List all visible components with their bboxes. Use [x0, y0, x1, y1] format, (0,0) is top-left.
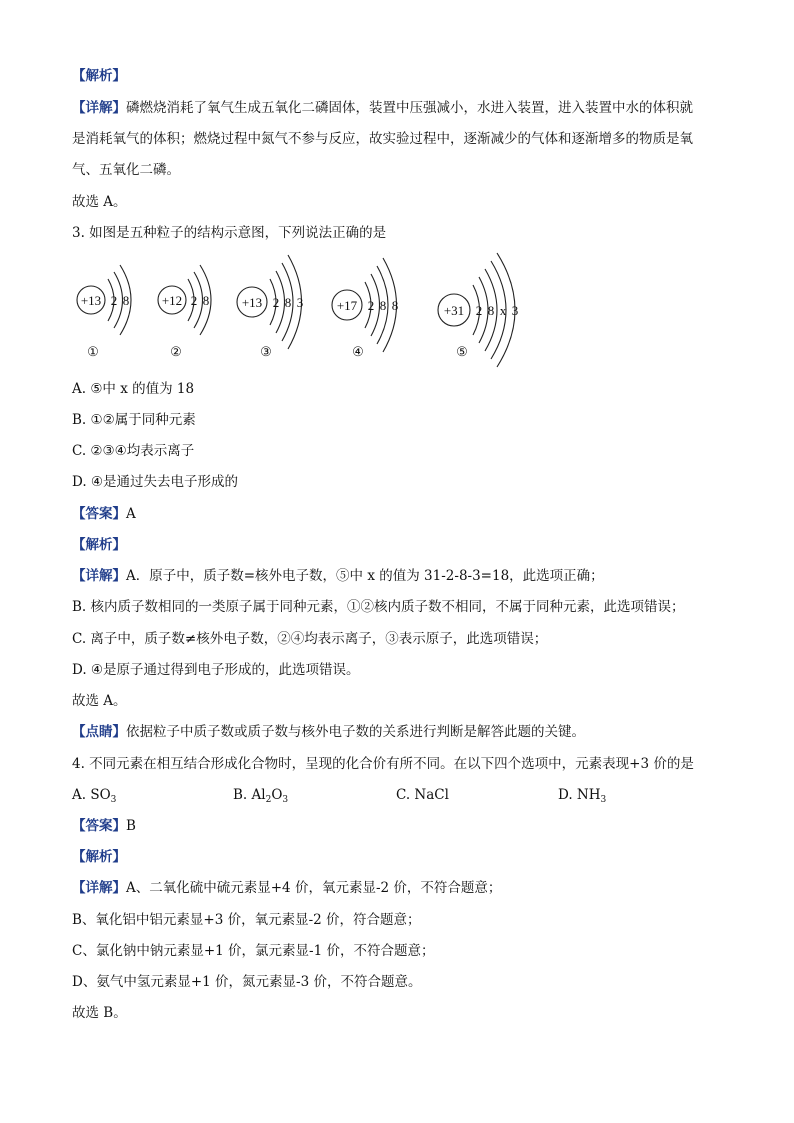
- detail-line-b: B. 核内质子数相同的一类原子属于同种元素，①②核内质子数不相同，不属于同种元素，此选项错误；: [72, 599, 685, 615]
- particle-label: ②: [170, 344, 182, 359]
- subscript: 3: [110, 795, 117, 805]
- shell-electrons: 2: [367, 298, 375, 313]
- detail-line-b: B、氧化铝中铝元素显+3 价，氧元素显-2 价，符合题意；: [72, 912, 421, 928]
- answer-label: 【答案】: [72, 818, 126, 834]
- shell-electrons: 8: [391, 298, 399, 313]
- shell-electrons: 2: [190, 293, 198, 308]
- shell-electrons: x: [499, 303, 507, 318]
- nucleus-charge: +17: [336, 298, 358, 313]
- shell-electrons: 3: [511, 303, 519, 318]
- question-3-stem: 3. 如图是五种粒子的结构示意图，下列说法正确的是: [72, 225, 387, 241]
- option-b: [233, 786, 288, 804]
- option-b: B. ①②属于同种元素: [72, 412, 196, 428]
- question-4-stem: 4. 不同元素在相互结合形成化合物时，呈现的化合价有所不同。在以下四个选项中，元素表现+3 价的是: [72, 756, 694, 772]
- option-d: D. ④是通过失去电子形成的: [72, 474, 239, 490]
- detail-line-d: D、氨气中氢元素显+1 价，氮元素显-3 价，不符合题意。: [72, 974, 422, 990]
- atomic-structure-diagram: [0, 245, 794, 370]
- option-d: [558, 786, 606, 804]
- detail-paragraph-line: 气、五氧化二磷。: [72, 162, 180, 178]
- shell-electrons: 8: [379, 298, 387, 313]
- comment-text: 依据粒子中质子数或质子数与核外电子数的关系进行判断是解答此题的关键。: [126, 724, 585, 740]
- option-a: A. ⑤中 x 的值为 18: [72, 381, 195, 397]
- nucleus-charge: +12: [161, 293, 183, 308]
- option-c: C. ②③④均表示离子: [72, 443, 195, 459]
- nucleus-charge: +13: [241, 295, 263, 310]
- analysis-heading: 【解析】: [72, 849, 126, 865]
- option-d-text: D. NH: [558, 787, 601, 803]
- nucleus-charge: +13: [80, 293, 102, 308]
- shell-electrons: 8: [202, 293, 210, 308]
- particle-label: ④: [352, 344, 364, 359]
- shell-electrons: 8: [284, 295, 292, 310]
- option-a-text: A. SO: [72, 787, 111, 803]
- detail-line-a: [72, 567, 604, 585]
- detail-label: 【详解】: [72, 880, 126, 896]
- particle-label: ①: [87, 344, 99, 359]
- detail-paragraph-line: [72, 99, 693, 117]
- answer-line: [72, 817, 136, 835]
- subscript: 3: [282, 795, 289, 805]
- answer-label: 【答案】: [72, 506, 126, 522]
- option-a: [72, 786, 116, 804]
- detail-text: 磷燃烧消耗了氧气生成五氧化二磷固体，装置中压强减小，水进入装置，进入装置中水的体积就: [126, 100, 693, 116]
- option-b-text: B. Al: [233, 787, 266, 803]
- answer-value: B: [126, 818, 136, 834]
- shell-electrons: 2: [110, 293, 118, 308]
- choice-line: 故选 A。: [72, 194, 127, 210]
- comment-label: 【点睛】: [72, 724, 126, 740]
- comment-line: [72, 723, 585, 741]
- shell-electrons: 3: [296, 295, 304, 310]
- detail-paragraph-line: 是消耗氧气的体积；燃烧过程中氮气不参与反应，故实验过程中，逐渐减少的气体和逐渐增多的物质是氧: [72, 131, 693, 147]
- detail-label: 【详解】: [72, 100, 126, 116]
- shell-electrons: 8: [122, 293, 130, 308]
- nucleus-charge: +31: [443, 303, 465, 318]
- analysis-heading: 【解析】: [72, 537, 126, 553]
- shell-electrons: 2: [272, 295, 280, 310]
- choice-line: 故选 A。: [72, 693, 127, 709]
- subscript: 2: [265, 795, 272, 805]
- shell-electrons: 8: [487, 303, 495, 318]
- detail-text: A．原子中，质子数=核外电子数，⑤中 x 的值为 31-2-8-3=18，此选项正确；: [126, 568, 604, 584]
- option-b-text: O: [271, 787, 283, 803]
- answer-line: [72, 505, 136, 523]
- detail-label: 【详解】: [72, 568, 126, 584]
- detail-line-c: C. 离子中，质子数≠核外电子数，②④均表示离子，③表示原子，此选项错误；: [72, 631, 548, 647]
- particle-label: ⑤: [456, 344, 468, 359]
- particle-label: ③: [260, 344, 272, 359]
- detail-line-d: D. ④是原子通过得到电子形成的，此选项错误。: [72, 662, 360, 678]
- detail-line-c: C、氯化钠中钠元素显+1 价，氯元素显-1 价，不符合题意；: [72, 943, 435, 959]
- detail-text: A、二氧化硫中硫元素显+4 价，氧元素显-2 价，不符合题意；: [126, 880, 502, 896]
- option-c: C. NaCl: [396, 787, 449, 803]
- subscript: 3: [600, 795, 607, 805]
- choice-line: 故选 B。: [72, 1005, 127, 1021]
- detail-line-a: [72, 879, 501, 897]
- answer-value: A: [126, 506, 136, 522]
- analysis-heading: 【解析】: [72, 68, 126, 84]
- shell-electrons: 2: [475, 303, 483, 318]
